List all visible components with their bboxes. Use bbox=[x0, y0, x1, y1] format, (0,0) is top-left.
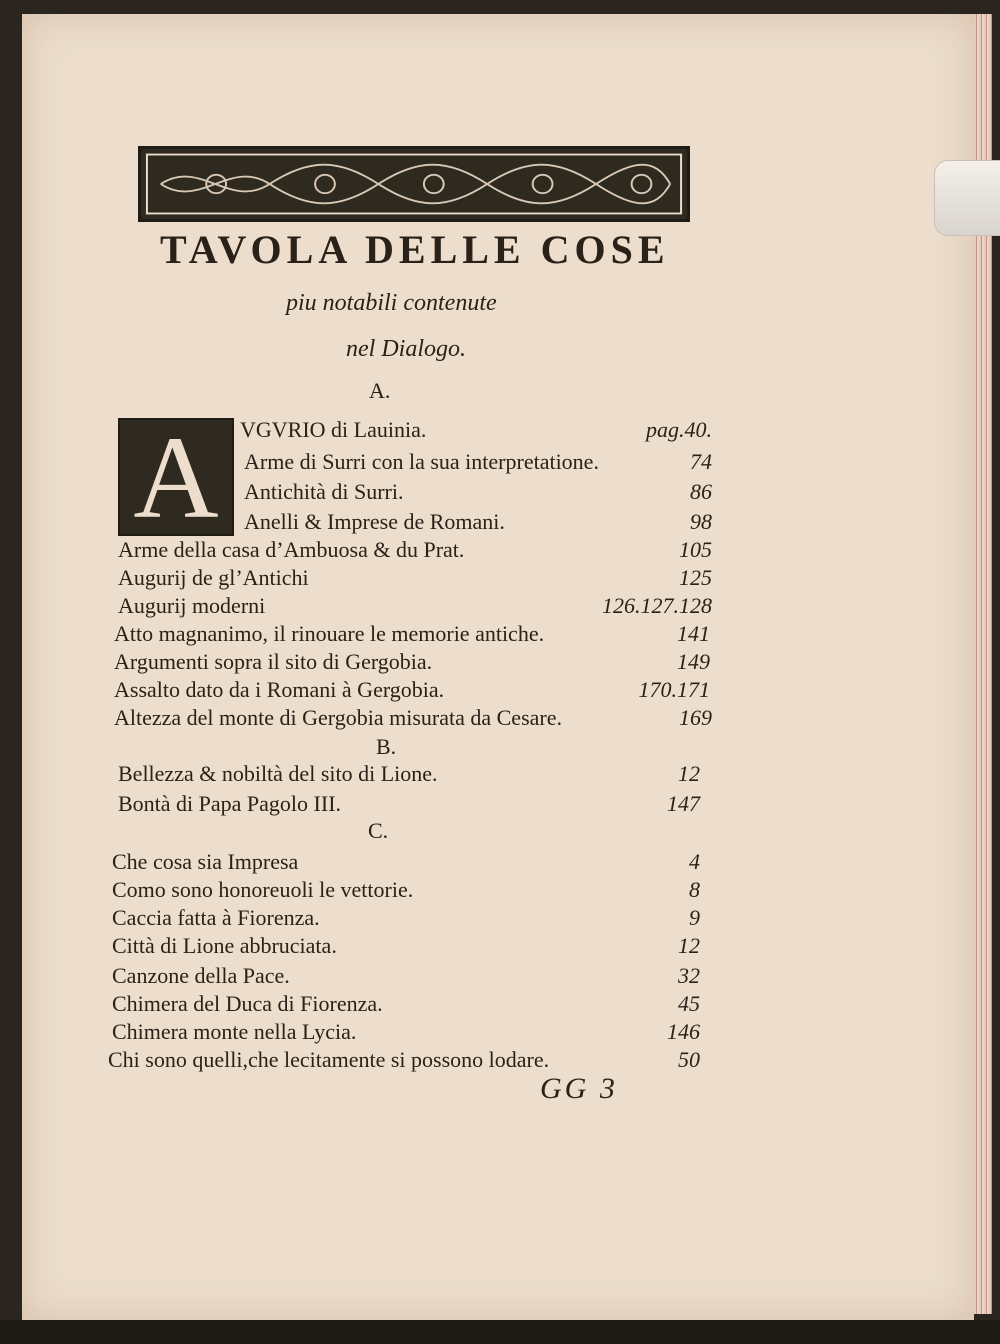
entry-text: Antichità di Surri. bbox=[244, 479, 404, 504]
ornamental-headpiece bbox=[138, 146, 690, 222]
index-entry bbox=[114, 648, 710, 676]
entry-page-number: 149 bbox=[677, 649, 710, 674]
decorated-initial-a bbox=[118, 412, 234, 543]
entry-page-number: 12 bbox=[678, 761, 700, 786]
subtitle-line-2: nel Dialogo. bbox=[346, 336, 466, 362]
entry-page-number: 170.171 bbox=[638, 677, 710, 702]
entry-text: Anelli & Imprese de Romani. bbox=[244, 509, 505, 534]
entry-text: Altezza del monte di Gergobia misurata da Cesare. bbox=[114, 705, 562, 730]
index-entry bbox=[118, 564, 712, 592]
entry-page-number: 98 bbox=[690, 509, 712, 534]
index-entry bbox=[244, 508, 712, 536]
entry-page-number: 86 bbox=[690, 479, 712, 504]
entry-text: Augurij moderni bbox=[118, 593, 266, 618]
index-entry bbox=[240, 416, 712, 444]
index-entry bbox=[114, 620, 710, 648]
index-entry bbox=[112, 990, 700, 1018]
entry-page-number: 141 bbox=[677, 621, 710, 646]
entry-page-number: 45 bbox=[678, 991, 700, 1016]
entry-text: Assalto dato da i Romani à Gergobia. bbox=[114, 677, 445, 702]
index-entry bbox=[112, 962, 700, 990]
page-clip bbox=[934, 160, 1000, 236]
entry-page-number: 8 bbox=[689, 877, 700, 902]
entry-page-number: pag.40. bbox=[646, 417, 712, 442]
signature-mark: GG 3 bbox=[540, 1072, 618, 1105]
entry-text: Bellezza & nobiltà del sito di Lione. bbox=[118, 761, 438, 786]
entry-text: Bontà di Papa Pagolo III. bbox=[118, 791, 342, 816]
entry-text: Chimera monte nella Lycia. bbox=[112, 1019, 357, 1044]
index-entry bbox=[118, 592, 712, 620]
index-entry bbox=[114, 704, 712, 732]
entry-page-number: 147 bbox=[667, 791, 700, 816]
entry-text: Chimera del Duca di Fiorenza. bbox=[112, 991, 383, 1016]
initial-letter: A bbox=[133, 412, 219, 543]
entry-page-number: 12 bbox=[678, 933, 700, 958]
entry-text: Che cosa sia Impresa bbox=[112, 849, 299, 874]
entry-text: Arme della casa d’Ambuosa & du Prat. bbox=[118, 537, 465, 562]
index-entry bbox=[112, 1018, 700, 1046]
entry-text: Atto magnanimo, il rinouare le memorie antiche. bbox=[114, 621, 545, 646]
entry-text: Canzone della Pace. bbox=[112, 963, 290, 988]
index-entry bbox=[112, 932, 700, 960]
entry-text: Augurij de gl’Antichi bbox=[118, 565, 309, 590]
entry-page-number: 146 bbox=[667, 1019, 700, 1044]
index-entry bbox=[112, 876, 700, 904]
scan-background bbox=[0, 1320, 1000, 1344]
entry-page-number: 126.127.128 bbox=[602, 593, 712, 618]
index-entry bbox=[244, 448, 712, 476]
entry-page-number: 105 bbox=[679, 537, 712, 562]
entry-text: Caccia fatta à Fiorenza. bbox=[112, 905, 320, 930]
entry-text: VGVRIO di Lauinia. bbox=[240, 417, 427, 442]
subtitle-line-1: piu notabili contenute bbox=[286, 290, 497, 316]
index-entry bbox=[118, 536, 712, 564]
index-entry bbox=[118, 790, 700, 818]
entry-page-number: 50 bbox=[678, 1047, 700, 1072]
index-entry bbox=[244, 478, 712, 506]
section-heading-c: C. bbox=[368, 818, 389, 843]
entry-page-number: 4 bbox=[689, 849, 700, 874]
entry-page-number: 125 bbox=[679, 565, 712, 590]
page-title: TAVOLA DELLE COSE bbox=[160, 227, 670, 272]
section-heading-a: A. bbox=[369, 378, 391, 403]
entry-text: Como sono honoreuoli le vettorie. bbox=[112, 877, 414, 902]
entry-page-number: 9 bbox=[689, 905, 700, 930]
entry-text: Chi sono quelli,che lecitamente si possono lodare. bbox=[108, 1047, 550, 1072]
entry-page-number: 169 bbox=[679, 705, 712, 730]
index-entry bbox=[112, 904, 700, 932]
index-entry bbox=[114, 676, 710, 704]
entry-text: Argumenti sopra il sito di Gergobia. bbox=[114, 649, 433, 674]
entry-text: Arme di Surri con la sua interpretatione. bbox=[244, 449, 599, 474]
section-heading-b: B. bbox=[376, 734, 397, 759]
entry-page-number: 74 bbox=[690, 449, 712, 474]
entry-page-number: 32 bbox=[678, 963, 700, 988]
index-entry bbox=[112, 848, 700, 876]
index-entry bbox=[118, 760, 700, 788]
index-entry bbox=[108, 1046, 700, 1074]
entry-text: Città di Lione abbruciata. bbox=[112, 933, 337, 958]
